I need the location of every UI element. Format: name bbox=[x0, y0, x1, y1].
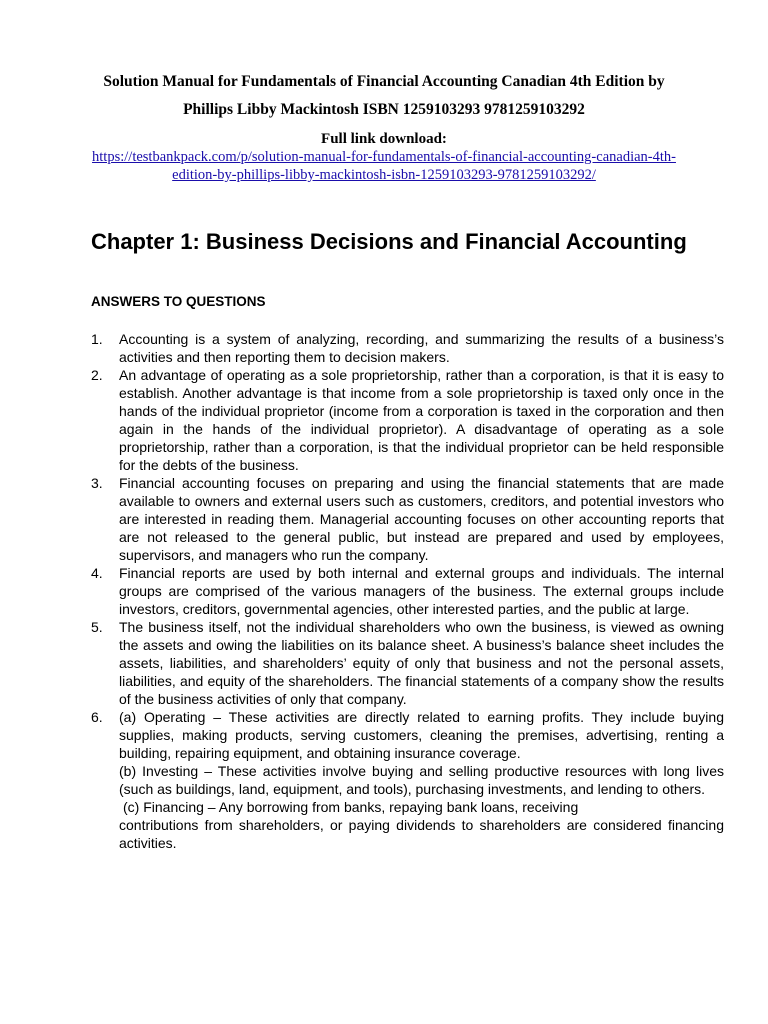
answer-item-1 bbox=[91, 330, 724, 366]
answer-part-investing: (b) Investing – These activities involve buying and selling productive resources with long lives (such as buildings, land, equipment, and tools), purchasing investments, and lending to others. bbox=[119, 763, 724, 797]
chapter-title: Chapter 1: Business Decisions and Financial Accounting bbox=[91, 229, 687, 254]
answer-number: 6. bbox=[91, 709, 103, 725]
answer-part-financing-line-1: (c) Financing – Any borrowing from banks, repaying bank loans, receiving bbox=[123, 799, 579, 815]
document-title-line-1: Solution Manual for Fundamentals of Financial Accounting Canadian 4th Edition by bbox=[103, 73, 665, 90]
answer-item-2 bbox=[91, 366, 724, 474]
answer-text: Financial accounting focuses on preparing and using the financial statements that are made available to owners and external users such as customers, creditors, and potential investors who are interested in reading them. Managerial accounting focuses on other accounting reports that are not released to the general public, but instead are prepared and used by employees, supervisors, and managers who run the company. bbox=[119, 475, 724, 563]
answer-item-3 bbox=[91, 474, 724, 564]
download-link-line-2[interactable]: edition-by-phillips-libby-mackintosh-isbn-1259103293-9781259103292/ bbox=[172, 167, 596, 183]
answer-text: Financial reports are used by both internal and external groups and individuals. The internal groups are comprised of the various managers of the business. The external groups include investors, creditors, governmental agencies, other interested parties, and the public at large. bbox=[119, 565, 724, 617]
link-label: Full link download: bbox=[321, 131, 447, 147]
answer-text: Accounting is a system of analyzing, recording, and summarizing the results of a business’s activities and then reporting them to decision makers. bbox=[119, 331, 724, 365]
answer-text: An advantage of operating as a sole proprietorship, rather than a corporation, is that it is easy to establish. Another advantage is that income from a sole proprietorship is taxed only once in the hands of the individual proprietor (income from a corporation is taxed in the corporation and then again in the hands of the individual proprietor). A disadvantage of operating as a sole proprietorship, rather than a corporation, is that the individual proprietor can be held responsible for the debts of the business. bbox=[119, 367, 724, 473]
answer-part-operating: (a) Operating – These activities are directly related to earning profits. They include buying supplies, making products, serving customers, cleaning the premises, advertising, renting a building, repairing equipment, and obtaining insurance coverage. bbox=[119, 709, 724, 761]
answer-item-6 bbox=[91, 708, 724, 852]
document-title-line-2: Phillips Libby Mackintosh ISBN 1259103293 9781259103292 bbox=[183, 101, 585, 118]
document-header bbox=[60, 68, 708, 184]
answer-item-5 bbox=[91, 618, 724, 708]
answer-number: 2. bbox=[91, 367, 103, 383]
answer-item-4 bbox=[91, 564, 724, 618]
answer-number: 1. bbox=[91, 331, 103, 347]
answer-number: 3. bbox=[91, 475, 103, 491]
answer-part-financing-line-2: contributions from shareholders, or paying dividends to shareholders are considered financing activities. bbox=[119, 817, 724, 851]
answers-list bbox=[91, 330, 724, 852]
download-link-line-1[interactable]: https://testbankpack.com/p/solution-manual-for-fundamentals-of-financial-accounting-canadian-4th- bbox=[92, 149, 676, 165]
answer-number: 5. bbox=[91, 619, 103, 635]
section-heading: ANSWERS TO QUESTIONS bbox=[91, 294, 266, 309]
answer-text: The business itself, not the individual shareholders who own the business, is viewed as owning the assets and owing the liabilities on its balance sheet. A business’s balance sheet includes the assets, liabilities, and shareholders’ equity of only that business and not the personal assets, liabilities, and equity of the shareholders. The financial statements of a company show the results of the business activities of only that company. bbox=[119, 619, 724, 707]
answer-number: 4. bbox=[91, 565, 103, 581]
